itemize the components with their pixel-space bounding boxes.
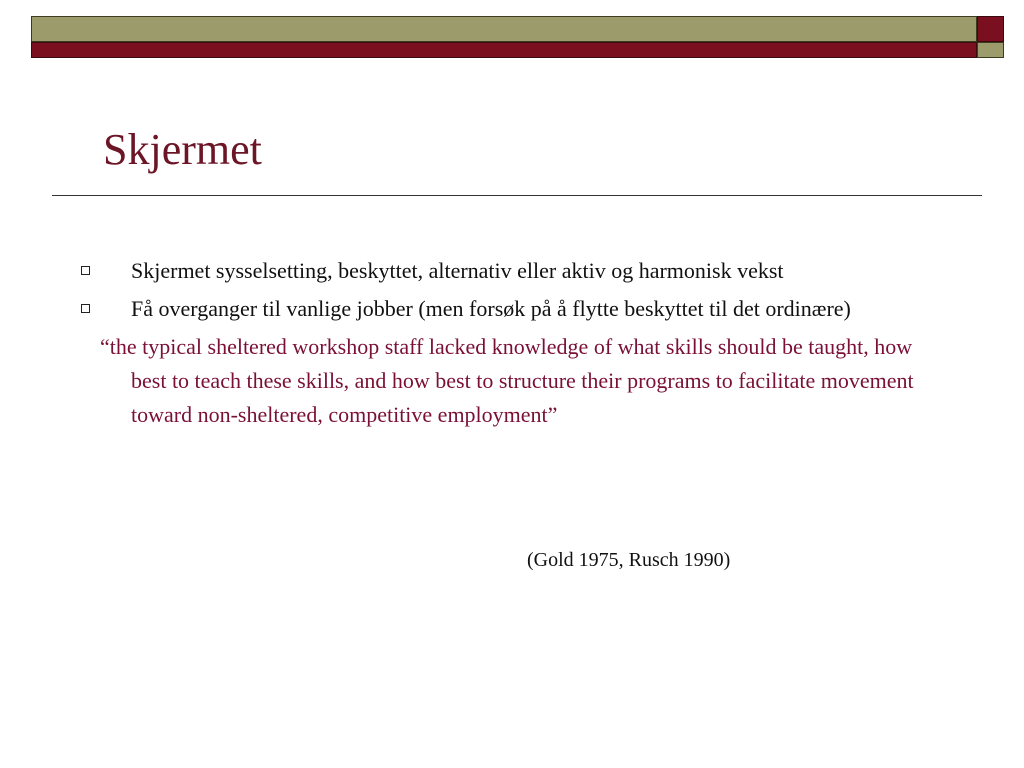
bullet-item bbox=[78, 292, 918, 326]
header-red-bar bbox=[31, 42, 977, 58]
quote-text: “the typical sheltered workshop staff lacked knowledge of what skills should be taught, how best to teach these skills, and how best to structure their programs to facilitate movement toward non-sheltered, competitive employment” bbox=[100, 334, 914, 427]
citation: (Gold 1975, Rusch 1990) bbox=[527, 549, 731, 571]
header-olive-square bbox=[977, 42, 1004, 58]
slide-title: Skjermet bbox=[103, 125, 262, 174]
bullet-text: Skjermet sysselsetting, beskyttet, alternativ eller aktiv og harmonisk vekst bbox=[131, 258, 784, 283]
header-red-square bbox=[977, 16, 1004, 42]
hollow-square-bullet-icon bbox=[81, 304, 90, 313]
slide-body bbox=[78, 254, 918, 432]
bullet-item bbox=[78, 254, 918, 288]
header-olive-bar bbox=[31, 16, 977, 42]
title-divider bbox=[52, 195, 982, 196]
bullet-text: Få overganger til vanlige jobber (men forsøk på å flytte beskyttet til det ordinære) bbox=[131, 296, 851, 321]
hollow-square-bullet-icon bbox=[81, 266, 90, 275]
